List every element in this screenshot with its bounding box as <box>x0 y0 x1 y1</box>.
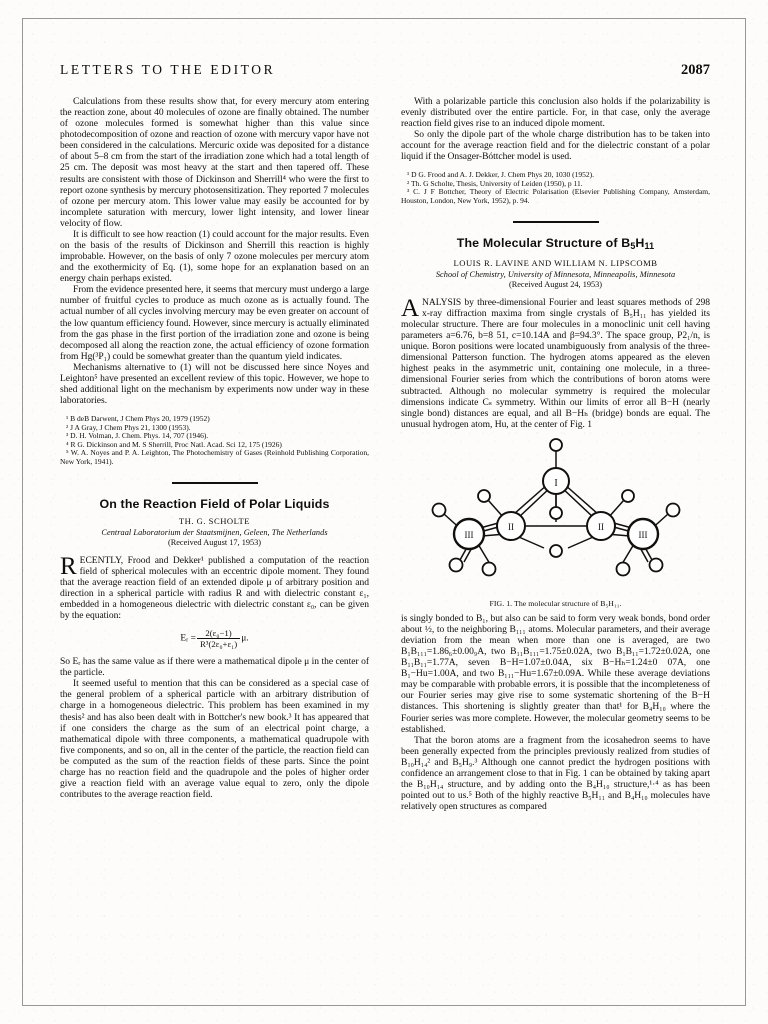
footnote-item: ⁴ R G. Dickinson and M. S Sherrill, Proc Natl. Acad. Sci 12, 175 (1926) <box>66 439 282 449</box>
footnote-item: ⁵ W. A. Noyes and P. A. Leighton, The Photochemistry of Gases (Reinhold Publishing Corporation, New York, 1941). <box>60 448 369 466</box>
footnote-item: ¹ D G. Frood and A. J. Dekker, J. Chem Phys 20, 1030 (1952). <box>407 170 594 180</box>
article-title-b5h11 <box>401 236 710 253</box>
paragraph: That the boron atoms are a fragment from the icosahedron seems to have been generally expected from the principles previously realized from studies of B₁₀H₁₄² and B₅H₉.³ Although one cannot predict the hydrogen positions with confidence an arrangement close to that in Fig. 1 can be obtained by taking apart the B₁₀H₁₄ structure, and by adding onto the B₄H₁₀ structure,¹·⁴ as has been pointed out to us.⁵ Both of the highly reactive B₅H₁₁ and B₄H₁₀ molecules have relatively open structures as compared <box>401 734 710 813</box>
dropcap-letter: A <box>401 294 420 322</box>
svg-text:II: II <box>597 521 604 532</box>
article-authors: TH. G. SCHOLTE <box>178 516 251 527</box>
paragraph: It seemed useful to mention that this can be considered as a special case of the general problem of a spherical particle with an arbitrary distribution of charge in a homogeneous dielectric. This problem has been examined in my thesis² and has also been dealt with in Bottcher's new book.³ It has appeared that if one considers the charge as the sum of an electrical point charge, a mathematical dipole with three components, a mathematical quadrupole with five components, and so on, all in the center of the particle, the reaction field can be computed as the sum of the reaction fields of these parts. Since the point charge has no reaction field and the quadrupole and the poles of higher order give a reaction field with an average value equal to zero, only the dipole contributes to the average reaction field. <box>60 678 369 801</box>
footnote-item: ² Th. G Scholte, Thesis, University of Leiden (1950), p 11. <box>407 178 583 188</box>
paragraph: With a polarizable particle this conclusion also holds if the polarizability is evenly distributed over the entire particle. For, in that case, only the average reaction field gives rise to an induced dipole moment. <box>401 96 710 130</box>
running-title: LETTERS TO THE EDITOR <box>60 62 276 77</box>
paragraph-text: ECENTLY, Frood and Dekker¹ published a computation of the reaction field of spherical molecules with an eccentric dipole moment. They found that the average reaction field of an extended dipole μ of arbitrary position and direction in a spherical particle with radius R and with dielectric constant ε₁, embedded in a homogeneous dielectric with dielectric constant ε₀, can be given by the equation: <box>60 554 369 622</box>
right-column <box>401 96 710 812</box>
paragraph: So Eᵣ has the same value as if there were a mathematical dipole μ in the center of the particle. <box>60 656 369 679</box>
paragraph: Calculations from these results show that, for every mercury atom entering the reaction zone, about 40 molecules of ozone are finally obtained. The number of ozone molecules formed is somewhat higher than this value since photodecomposition of ozone and reaction of ozone with mercury vapor have not been considered in the calculations. Mercuric oxide was deposited for a distance of about 5–8 cm from the start of the irradiation zone which had a total length of 25 cm. The deposit was most heavy at the start and then tapered off. These results are consistent with those of Dickinson and Sherrill⁴ who were the first to report ozone synthesis by mercury photosensitization. They reported 7 molecules of ozone per mercury atom. This lower value may easily be accounted for by incomplete saturation with mercury, lower light intensity, and lower linear velocity of flow. <box>60 96 369 229</box>
title-subscript-11: 11 <box>644 241 655 252</box>
title-text-h: H <box>635 236 645 251</box>
title-text: The Molecular Structure of B <box>456 236 631 251</box>
article-separator-rule <box>513 221 599 223</box>
article-received-date: (Received August 17, 1953) <box>167 537 262 547</box>
b5h11-molecule-diagram <box>408 438 704 593</box>
figure-caption: FIG. 1. The molecular structure of B₅H₁₁. <box>489 598 622 608</box>
paragraph-with-dropcap <box>401 294 710 430</box>
equation-numerator: 2(ε₀−1) <box>205 628 232 639</box>
article-affiliation: School of Chemistry, University of Minnesota, Minneapolis, Minnesota <box>435 269 676 279</box>
paragraph: is singly bonded to B₁, but also can be said to form very weak bonds, bond order about ½, to the neighboring B₁₁₁ atoms. Molecular parameters, and their average deviation from the mean when more than one is averaged, are two B₁B₁₁₁=1.86₆±0.00₉A, two B₁₁B₁₁₁=1.75±0.02A, two B₁B₁₁=1.72±0.02A, one B₁₁B₁₁=1.77A, seven B−H=1.07±0.04A, six B−Hₕ=1.24±0 07A, one B₁−Hu=1.00A, and two B₁₁₁−Hu=1.67±0.09A. While these average deviations may be comparable with probable errors, it is possible that the incompleteness of our Fourier series may give rise to some systematic shortening of the B−H distances. This shortening is slightly greater than that¹ for B₄H₁₀ where the Fourier series was more complete. However, the molecular geometry seems to be established. <box>401 612 710 735</box>
page-header <box>60 62 710 79</box>
two-column-body <box>60 96 710 812</box>
article-received-date: (Received August 24, 1953) <box>508 279 603 289</box>
boron-atom-II-right <box>587 512 615 540</box>
footnote-list <box>401 171 710 205</box>
svg-text:II: II <box>507 521 514 532</box>
equation-fraction <box>197 628 240 649</box>
page-number: 2087 <box>681 62 710 78</box>
paragraph: Mechanisms alternative to (1) will not be discussed here since Noyes and Leighton⁵ have presented an excellent review of this topic. However, we hope to shed additional light on the mechanism by experiments now under way in these laboratories. <box>60 361 369 407</box>
footnote-item: ¹ B deB Darwent, J Chem Phys 20, 1979 (1952) <box>66 414 210 424</box>
dropcap-letter: R <box>60 552 77 580</box>
article-authors: LOUIS R. LAVINE AND WILLIAM N. LIPSCOMB <box>453 258 658 269</box>
paragraph: From the evidence presented here, it seems that mercury must undergo a large number of fruitful cycles to produce as much ozone as is actually found. The actual number of all cycles involving mercury may be even greater on account of the low quantum efficiency found. However, since mercury is actually eliminated from the gas phase in the first portion of the irradiation zone and ozone is being decomposed all along the reaction zone, the actual efficiency of ozone formation from Hg(³P₁) could be somewhat greater than the quantum yield indicates. <box>60 284 369 362</box>
paragraph-with-dropcap <box>60 552 369 622</box>
paragraph: So only the dipole part of the whole charge distribution has to be taken into account for the average reaction field and for the dielectric constant of a polar liquid if the Onsager-Bóttcher model is used. <box>401 129 710 163</box>
boron-atom-III-right <box>628 519 658 549</box>
footnote-list <box>60 415 369 466</box>
article-separator-rule <box>172 482 258 484</box>
footnote-item: ³ D. H. Volman, J. Chem. Phys. 14, 707 (1946). <box>66 431 209 441</box>
footnote-item: ² J A Gray, J Chem Phys 21, 1300 (1953). <box>66 422 191 432</box>
boron-atom-I <box>543 468 569 494</box>
article-affiliation: Centraal Laboratorium der Staatsmijnen, Geleen, The Netherlands <box>101 527 328 537</box>
svg-text:III: III <box>638 529 647 540</box>
boron-atom-III-left <box>454 519 484 549</box>
title-subscript-5: 5 <box>630 241 636 252</box>
article-title-polar-liquids: On the Reaction Field of Polar Liquids <box>99 497 330 512</box>
figure-1-molecular-structure <box>401 438 710 608</box>
footnote-item: ³ C. J F Bottcher, Theory of Electric Polarisation (Elsevier Publishing Company, Amsterdam, Houston, London, New York, 1952), p. 94. <box>401 187 710 205</box>
svg-text:I: I <box>553 477 558 489</box>
svg-text:III: III <box>464 529 473 540</box>
boron-atom-II-left <box>497 512 525 540</box>
left-column <box>60 96 369 812</box>
equation-denominator: R³(2ε₀+ε₁) <box>197 638 240 649</box>
reaction-field-equation <box>60 628 369 649</box>
paragraph-text: NALYSIS by three-dimensional Fourier and least squares methods of 298 x-ray diffraction maxima from single crystals of B₅H₁₁ has yielded its molecular structure. There are four molecules in a monoclinic unit cell having parameters a=6.76, b=8 51, c=10.14A and β=94.3°. The space group, P2₁/n, is unique. Boron positions were located unambiguously from analysis of the three-dimensional Patterson function. The hydrogen atoms appeared as the eleven highest peaks in the asymmetric unit, containing one molecule, in a three-dimensional Fourier series from which the contributions of boron atoms were subtracted. Although no molecular symmetry is required the molecular dimensions indicate Cₛ symmetry. Within our limits of error all B−H (nearly single bond) distances are equal, and all B−Hₕ (bridge) bonds are equal. The unusual hydrogen atom, Hu, at the center of Fig. 1 <box>401 296 710 430</box>
equation-trailing: μ. <box>241 633 249 644</box>
equation-lhs: Eᵣ = <box>180 633 196 644</box>
paragraph: It is difficult to see how reaction (1) could account for the major results. Even on the basis of the results of Dickinson and Sherrill this reaction is highly improbable. However, on the basis of only 7 ozone molecules per mercury atom and the exothermicity of Eq. (1), some hope for an explanation based on an energy chain perhaps existed. <box>60 228 369 285</box>
